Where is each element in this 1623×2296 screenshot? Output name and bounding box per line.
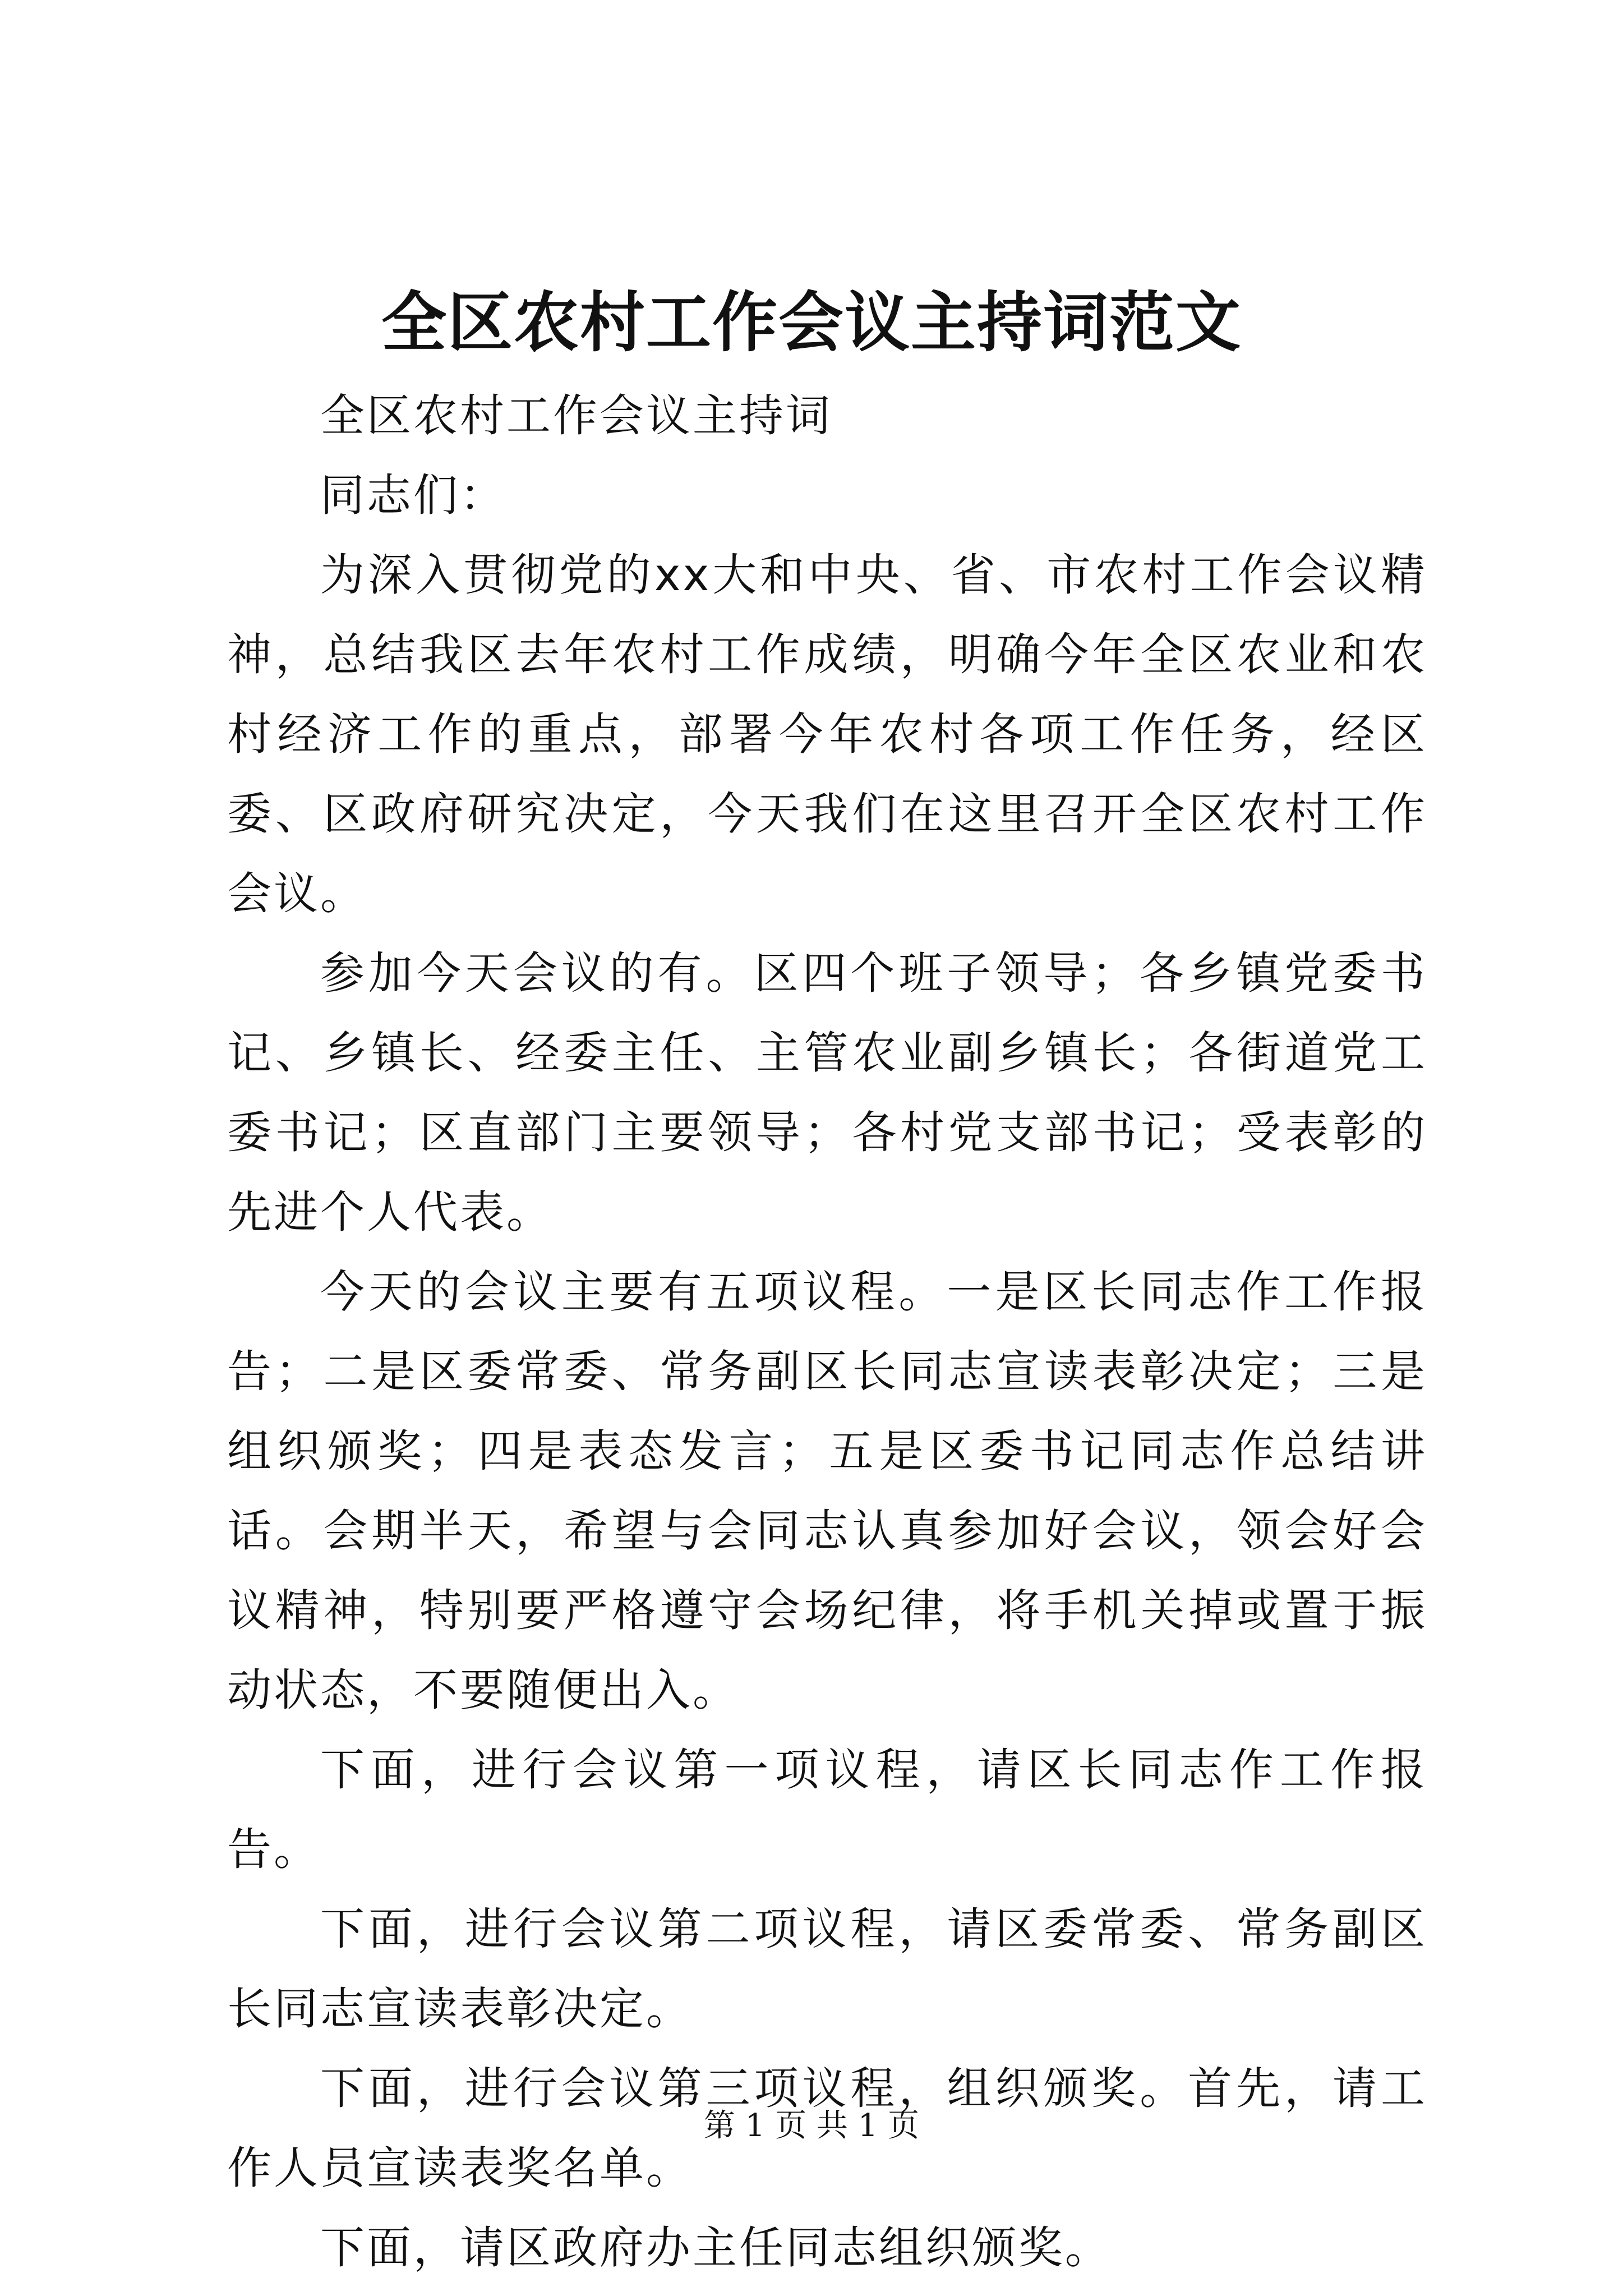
document-body	[227, 376, 1427, 2288]
paragraph-award: 下面，请区政府办主任同志组织颁奖。	[320, 2222, 1112, 2274]
paragraph-item-1: 下面，进行会议第一项议程，请区长同志作工作报告。	[227, 1744, 1427, 1875]
paragraph-purpose: 为深入贯彻党的xx大和中央、省、市农村工作会议精神，总结我区去年农村工作成绩，明确今年全区农业和农村经济工作的重点，部署今年农村各项工作任务，经区委、区政府研究决定，今天我们在这里召开全区农村工作会议。	[227, 549, 1427, 919]
paragraph-attendees: 参加今天会议的有。区四个班子领导；各乡镇党委书记、乡镇长、经委主任、主管农业副乡镇长；各街道党工委书记；区直部门主要领导；各村党支部书记；受表彰的先进个人代表。	[227, 947, 1427, 1238]
paragraph-salutation: 同志们：	[320, 470, 506, 521]
page-footer: 第 1 页 共 1 页	[703, 2108, 920, 2144]
paragraph-item-2: 下面，进行会议第二项议程，请区委常委、常务副区长同志宣读表彰决定。	[227, 1903, 1427, 2035]
paragraph-subtitle: 全区农村工作会议主持词	[320, 390, 832, 441]
document-title: 全区农村工作会议主持词范文	[381, 284, 1242, 361]
paragraph-item-3: 下面，进行会议第三项议程，组织颁奖。首先，请工作人员宣读表奖名单。	[227, 2063, 1427, 2194]
paragraph-agenda: 今天的会议主要有五项议程。一是区长同志作工作报告；二是区委常委、常务副区长同志宣读表彰决定；三是组织颁奖；四是表态发言；五是区委书记同志作总结讲话。会期半天，希望与会同志认真参加好会议，领会好会议精神，特别要严格遵守会场纪律，将手机关掉或置于振动状态，不要随便出入。	[227, 1266, 1427, 1716]
